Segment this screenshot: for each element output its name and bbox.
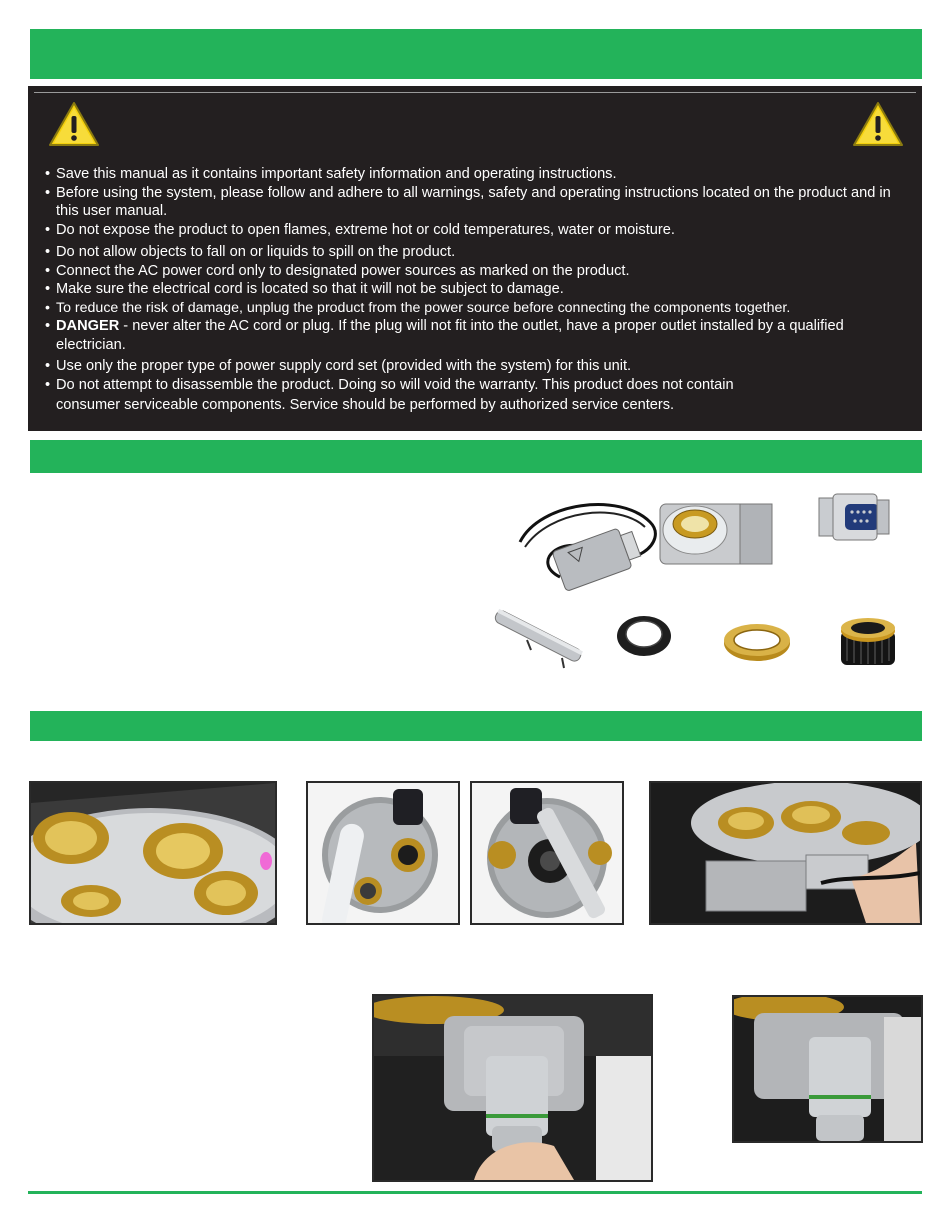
safety-item: • Use only the proper type of power supply cord set (provided with the system) for this unit. xyxy=(44,357,912,376)
warranty-line-2: consumer serviceable components. Service should be performed by authorized service centers. xyxy=(56,397,675,413)
objective-installation-photo xyxy=(372,994,653,1182)
turret-with-tool-photo-left xyxy=(306,781,460,925)
warning-triangle-icon xyxy=(48,100,100,148)
objective-installed-photo xyxy=(732,995,923,1143)
safety-item: • Save this manual as it contains important safety information and operating instructions. xyxy=(44,165,912,184)
threaded-adapter-image xyxy=(835,607,900,670)
danger-label: DANGER xyxy=(56,318,120,334)
turret-tool-illustration xyxy=(472,783,622,923)
section-header-bar-installation xyxy=(30,711,922,741)
rubber-ring-image xyxy=(614,612,674,660)
alignment-tool-rod-image xyxy=(487,600,589,672)
safety-warnings-box xyxy=(28,86,922,431)
encoder-installed-illustration xyxy=(651,783,920,923)
safety-item: • Do not allow objects to fall on or liquids to spill on the product. xyxy=(44,243,912,262)
section-header-bar-components xyxy=(30,440,922,473)
turret-with-tool-photo-right xyxy=(470,781,624,925)
footer-divider xyxy=(28,1191,922,1194)
turret-encoder-with-cable-image xyxy=(500,482,790,612)
turret-underside-photo xyxy=(29,781,277,925)
safety-item: • Before using the system, please follow and adhere to all warnings, safety and operating instructions located on the product and in this user manual. xyxy=(44,184,912,221)
safety-instructions-list xyxy=(44,165,912,415)
encoder-installed-photo xyxy=(649,781,922,925)
safety-item: • Do not expose the product to open flames, extreme hot or cold temperatures, water or moisture. xyxy=(44,221,912,240)
warning-triangle-icon xyxy=(852,100,904,148)
objective-installed-illustration xyxy=(734,997,921,1141)
safety-item-warranty xyxy=(44,376,912,415)
turret-tool-illustration xyxy=(308,783,458,923)
safety-item: • Connect the AC power cord only to designated power sources as marked on the product. xyxy=(44,262,912,281)
objective-installation-illustration xyxy=(374,996,651,1180)
warranty-line-1: Do not attempt to disassemble the product. Doing so will void the warranty. This product does not contain xyxy=(56,376,734,393)
gender-changer-adapter-image xyxy=(815,490,895,545)
turret-underside-illustration xyxy=(31,783,275,923)
divider xyxy=(34,92,916,93)
safety-item-danger xyxy=(44,317,912,354)
section-header-bar-safety xyxy=(30,29,922,79)
safety-item: • Make sure the electrical cord is located so that it will not be subject to damage. xyxy=(44,280,912,299)
danger-text: - never alter the AC cord or plug. If the plug will not fit into the outlet, have a proper outlet installed by a qualified electrician. xyxy=(56,318,844,353)
safety-item: • To reduce the risk of damage, unplug the product from the power source before connecting the components together. xyxy=(44,299,912,318)
brass-adapter-ring-image xyxy=(722,621,792,663)
